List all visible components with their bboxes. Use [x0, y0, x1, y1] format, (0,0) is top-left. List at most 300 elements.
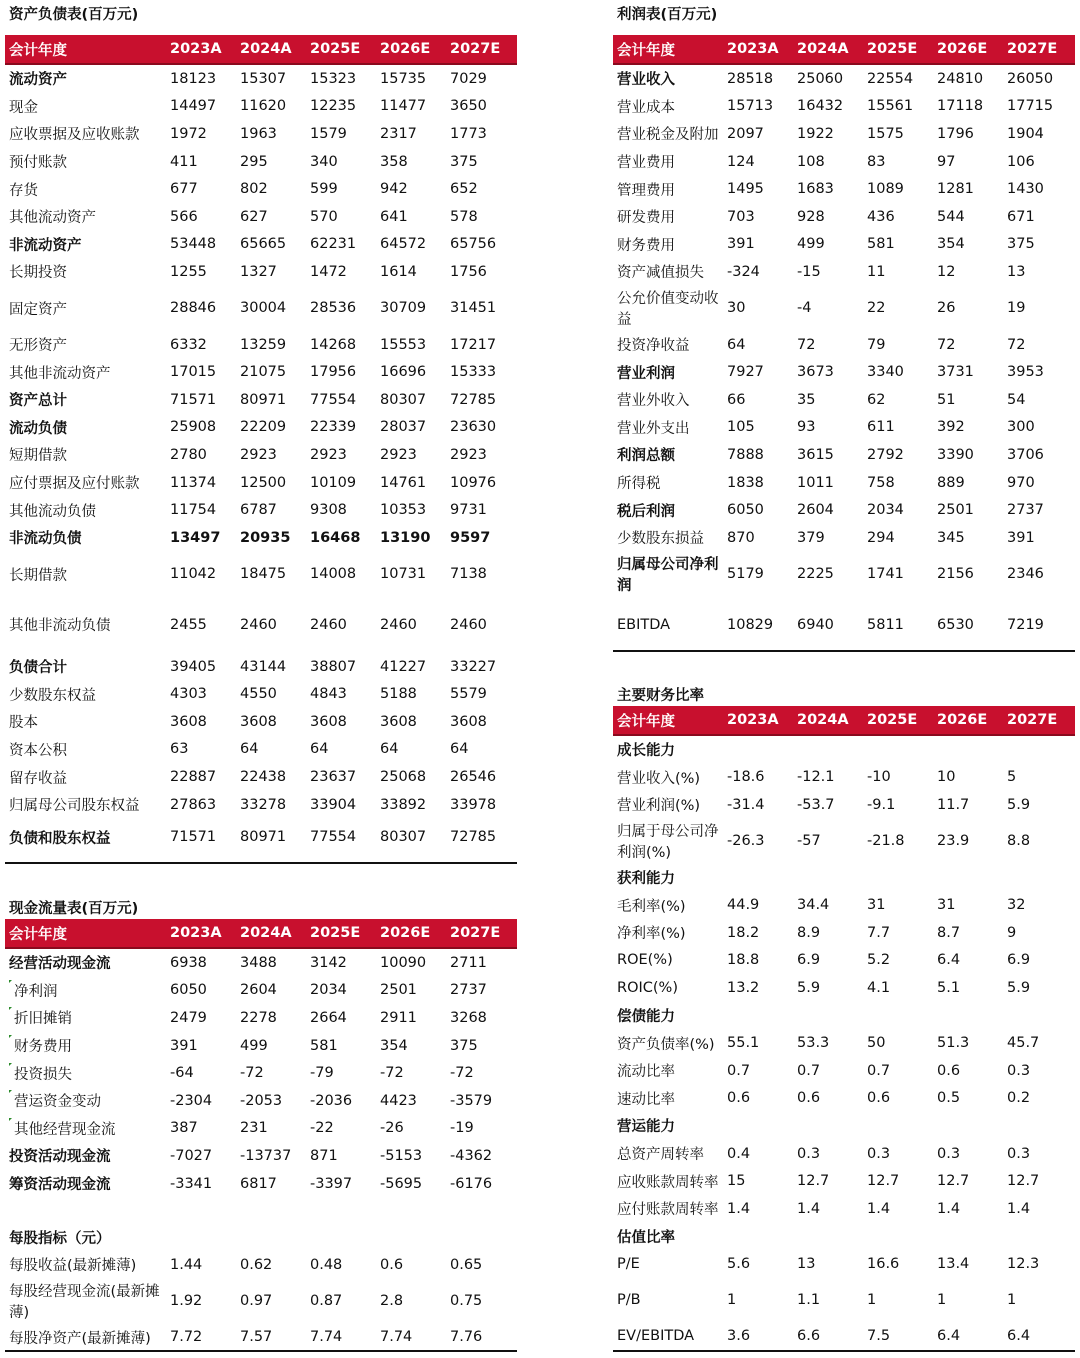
row-value: 2780 — [170, 446, 207, 463]
cell-marker-icon — [9, 1063, 12, 1066]
row-value: 33278 — [240, 796, 287, 813]
row-value: 3142 — [310, 954, 347, 971]
row-value: 11.7 — [937, 796, 970, 813]
row-value: 1327 — [240, 263, 277, 280]
row-value — [723, 1223, 793, 1251]
row-label: 留存收益 — [9, 770, 67, 787]
row-value: 62231 — [310, 236, 357, 253]
row-label: ROIC(%) — [617, 979, 678, 996]
header-year: 2023A — [166, 35, 236, 64]
header-label: 会计年度 — [5, 919, 166, 948]
row-value: 392 — [937, 419, 965, 436]
row-value: 17715 — [1007, 98, 1054, 115]
row-value: 1575 — [867, 125, 904, 142]
table-row — [613, 552, 1075, 597]
row-value: 11477 — [380, 98, 427, 115]
row-value: 1614 — [380, 263, 417, 280]
row-value: 1796 — [937, 125, 974, 142]
row-value: 11 — [867, 263, 886, 280]
row-label: 其他流动负债 — [9, 503, 96, 520]
row-value: 1.4 — [867, 1200, 891, 1217]
row-value: 1972 — [170, 125, 207, 142]
cell-marker-icon — [9, 1090, 12, 1093]
row-value: -6176 — [450, 1175, 493, 1192]
row-label: 长期投资 — [9, 265, 67, 282]
row-value: 3340 — [867, 364, 904, 381]
row-value: 611 — [867, 419, 895, 436]
row-value: 6050 — [170, 982, 207, 999]
row-value: 2737 — [1007, 502, 1044, 519]
row-value: 1.44 — [170, 1256, 203, 1273]
row-value: 1430 — [1007, 181, 1044, 198]
header-year: 2026E — [376, 919, 446, 948]
row-value: 18123 — [170, 70, 217, 87]
row-value: 31 — [937, 897, 956, 914]
row-value: 1 — [1007, 1292, 1017, 1309]
row-label: 每股经营现金流(最新摊薄) — [9, 1284, 160, 1322]
row-label: 流动资产 — [9, 72, 67, 89]
row-value: 72 — [797, 336, 816, 353]
row-value: 106 — [1007, 153, 1035, 170]
row-value: -22 — [310, 1120, 334, 1137]
table-row — [613, 203, 1075, 231]
row-value: 599 — [310, 181, 338, 198]
row-value: -10 — [867, 769, 891, 786]
ratios-table — [613, 706, 1075, 1350]
row-label: 资本公积 — [9, 742, 67, 759]
row-label: 归属于母公司净利润(%) — [617, 824, 719, 862]
row-label: 所得税 — [617, 476, 661, 493]
row-value: 41227 — [380, 658, 427, 675]
cell-marker-icon — [9, 1007, 12, 1010]
table-row — [613, 469, 1075, 497]
table-row — [613, 735, 1075, 764]
row-value: 22339 — [310, 419, 357, 436]
row-value: 5579 — [450, 686, 487, 703]
row-value: 1838 — [727, 474, 764, 491]
row-value: 15307 — [240, 70, 287, 87]
row-value: 652 — [450, 181, 478, 198]
table-row — [5, 1087, 517, 1115]
row-value: 32 — [1007, 897, 1026, 914]
table-row — [613, 1085, 1075, 1113]
row-value: 0.7 — [867, 1062, 891, 1079]
row-label: 毛利率(%) — [617, 898, 686, 915]
row-value: 7138 — [450, 566, 487, 582]
row-value: 13 — [1007, 263, 1026, 280]
row-value: 64 — [310, 741, 329, 758]
cell-marker-icon — [9, 980, 12, 983]
row-value: 16468 — [310, 529, 361, 546]
row-value: -13737 — [240, 1147, 292, 1164]
row-value: 5179 — [727, 566, 764, 582]
row-label: 财务费用 — [617, 237, 675, 254]
row-value: 1756 — [450, 263, 487, 280]
row-value: 26546 — [450, 769, 497, 786]
row-label: 归属母公司净利润 — [617, 557, 719, 594]
row-value: 13190 — [380, 529, 431, 546]
row-value: 3650 — [450, 98, 487, 115]
row-value: 358 — [380, 153, 408, 170]
table-row — [5, 93, 517, 121]
row-label-text: 投资损失 — [14, 1066, 72, 1083]
table-row — [613, 597, 1075, 653]
row-label: 存货 — [9, 182, 38, 199]
row-label: 负债和股东权益 — [9, 830, 111, 847]
header-label: 会计年度 — [613, 706, 723, 735]
row-value: 0.48 — [310, 1256, 343, 1273]
row-value: 3608 — [450, 713, 487, 730]
header-year: 2024A — [793, 706, 863, 735]
table-row — [613, 974, 1075, 1002]
row-value: 2455 — [170, 616, 207, 633]
row-value: 7029 — [450, 70, 487, 87]
table-row — [5, 286, 517, 331]
table-row — [5, 231, 517, 259]
table-row — [613, 358, 1075, 386]
row-value: 5.2 — [867, 952, 891, 969]
header-year: 2025E — [863, 35, 933, 64]
row-value: 35 — [797, 391, 816, 408]
row-value: 33978 — [450, 796, 497, 813]
income-table — [613, 35, 1075, 653]
row-value: 0.3 — [937, 1145, 961, 1162]
row-value — [1003, 1002, 1075, 1030]
table-row — [5, 1251, 517, 1279]
row-value: 65756 — [450, 236, 497, 253]
row-value: 4.1 — [867, 979, 891, 996]
row-value — [793, 1223, 863, 1251]
row-value: 2156 — [937, 566, 974, 582]
row-value: 5.6 — [727, 1255, 751, 1272]
row-label — [5, 1059, 166, 1087]
row-label: 营运能力 — [617, 1119, 675, 1136]
row-value: -31.4 — [727, 796, 765, 813]
row-value: 30 — [727, 300, 746, 317]
row-label: 营业成本 — [617, 99, 675, 116]
row-label: 无形资产 — [9, 338, 67, 355]
row-label — [5, 1032, 166, 1060]
row-value: 0.6 — [937, 1062, 961, 1079]
row-value: 436 — [867, 208, 895, 225]
row-value: 71571 — [170, 391, 217, 408]
row-value: -21.8 — [867, 833, 905, 850]
row-value: 50 — [867, 1035, 886, 1052]
row-label: 非流动负债 — [9, 531, 82, 548]
row-value: 581 — [310, 1037, 338, 1054]
row-label: 营业税金及附加 — [617, 127, 719, 144]
header-label: 会计年度 — [5, 35, 166, 64]
table-row — [613, 1195, 1075, 1223]
row-label: ROE(%) — [617, 952, 673, 969]
row-value: 379 — [797, 529, 825, 546]
table-row — [613, 148, 1075, 176]
table-row — [5, 358, 517, 386]
header-year: 2023A — [723, 35, 793, 64]
row-value: 28037 — [380, 419, 427, 436]
row-value: 4843 — [310, 686, 347, 703]
row-value — [723, 1112, 793, 1140]
row-label: P/B — [617, 1292, 641, 1309]
row-value — [723, 1002, 793, 1030]
row-value: 5 — [1007, 769, 1017, 786]
row-value: 9731 — [450, 502, 487, 519]
row-value: 387 — [170, 1120, 198, 1137]
row-value: 97 — [937, 153, 956, 170]
row-value: 5811 — [867, 616, 904, 633]
row-value: 0.87 — [310, 1293, 343, 1310]
row-value: 17015 — [170, 364, 217, 381]
row-value: 16432 — [797, 98, 844, 115]
row-value: 11620 — [240, 98, 287, 115]
row-label: 资产负债率(%) — [617, 1036, 715, 1053]
row-value: 3706 — [1007, 446, 1044, 463]
row-value: 0.7 — [797, 1062, 821, 1079]
row-label: 估值比率 — [617, 1229, 675, 1246]
row-value: 45.7 — [1007, 1035, 1040, 1052]
row-value: 970 — [1007, 474, 1035, 491]
row-value: 17217 — [450, 336, 497, 353]
table-row — [5, 681, 517, 709]
row-label: P/E — [617, 1255, 640, 1272]
row-value: 80307 — [380, 391, 427, 408]
row-value: -324 — [727, 263, 760, 280]
row-value: -3579 — [450, 1092, 493, 1109]
row-label: 归属母公司股东权益 — [9, 798, 140, 815]
row-value: -2036 — [310, 1092, 353, 1109]
row-value: 1683 — [797, 181, 834, 198]
row-value: 64572 — [380, 236, 427, 253]
row-value: 8.8 — [1007, 833, 1031, 850]
table-row — [5, 736, 517, 764]
row-value: 870 — [727, 529, 755, 546]
row-value: 18475 — [240, 566, 287, 582]
row-value: 1089 — [867, 181, 904, 198]
row-value: 1.4 — [727, 1200, 751, 1217]
row-value: 28518 — [727, 70, 774, 87]
table-row — [613, 93, 1075, 121]
row-value: 26 — [937, 300, 956, 317]
row-value: 77554 — [310, 391, 357, 408]
row-value — [933, 735, 1003, 764]
row-value: 19 — [1007, 300, 1026, 317]
row-value: 6.4 — [937, 952, 961, 969]
table-row — [613, 1112, 1075, 1140]
row-value: 6332 — [170, 336, 207, 353]
row-value: 2460 — [310, 616, 347, 633]
table-row — [613, 524, 1075, 552]
row-value: 1281 — [937, 181, 974, 198]
row-value: -19 — [450, 1120, 474, 1137]
row-value: 802 — [240, 181, 268, 198]
row-value: 34.4 — [797, 897, 830, 914]
row-value: -4362 — [450, 1147, 493, 1164]
row-value: 391 — [170, 1037, 198, 1054]
row-value: 105 — [727, 419, 755, 436]
row-value: 53.3 — [797, 1035, 830, 1052]
row-label: 少数股东权益 — [9, 687, 96, 704]
row-value: 64 — [727, 336, 746, 353]
row-value: 1.1 — [797, 1292, 821, 1309]
row-label: 速动比率 — [617, 1091, 675, 1108]
table-row — [613, 386, 1075, 414]
row-value: 15 — [727, 1173, 746, 1190]
row-value: 25908 — [170, 419, 217, 436]
income-title: 利润表(百万元) — [617, 7, 718, 23]
row-value: 889 — [937, 474, 965, 491]
row-value — [863, 1223, 933, 1251]
row-value: 3731 — [937, 364, 974, 381]
table-row — [5, 653, 517, 681]
row-value: 0.6 — [380, 1256, 404, 1273]
table-row — [613, 1029, 1075, 1057]
row-value: 0.3 — [867, 1145, 891, 1162]
row-value: 1579 — [310, 125, 347, 142]
row-value: 4423 — [380, 1092, 417, 1109]
per-share-table — [5, 1251, 517, 1351]
row-value: -3397 — [310, 1175, 353, 1192]
table-row — [5, 469, 517, 497]
row-value: 1 — [727, 1292, 737, 1309]
table-row — [613, 1057, 1075, 1085]
row-value: 7219 — [1007, 616, 1044, 633]
row-value: 942 — [380, 181, 408, 198]
table-row — [5, 175, 517, 203]
row-label: 管理费用 — [617, 182, 675, 199]
row-value: 677 — [170, 181, 198, 198]
row-value: 16696 — [380, 364, 427, 381]
row-value: 2225 — [797, 566, 834, 582]
row-value: 77554 — [310, 829, 357, 846]
row-value: 0.3 — [1007, 1145, 1031, 1162]
row-value: 2479 — [170, 1009, 207, 1026]
row-value — [1003, 864, 1075, 892]
header-year: 2023A — [166, 919, 236, 948]
row-value: -72 — [380, 1065, 404, 1082]
table-row — [5, 763, 517, 791]
row-value: 0.75 — [450, 1293, 483, 1310]
row-value: 1472 — [310, 263, 347, 280]
row-value: 5188 — [380, 686, 417, 703]
row-value: 65665 — [240, 236, 287, 253]
row-label: 获利能力 — [617, 871, 675, 888]
row-label: EBITDA — [617, 616, 671, 633]
header-year: 2024A — [236, 919, 306, 948]
row-label: 营业利润(%) — [617, 798, 701, 815]
cash-flow-table — [5, 919, 517, 1197]
row-label: 营业收入(%) — [617, 770, 701, 787]
row-value: 22438 — [240, 769, 287, 786]
row-value: -5695 — [380, 1175, 423, 1192]
table-row — [613, 331, 1075, 359]
row-value: 23.9 — [937, 833, 970, 850]
row-label-text: 折旧摊销 — [14, 1011, 72, 1028]
row-label — [5, 1087, 166, 1115]
row-value: 12 — [937, 263, 956, 280]
table-row — [613, 175, 1075, 203]
row-value: -26.3 — [727, 833, 765, 850]
row-value: -72 — [240, 1065, 264, 1082]
table-row — [5, 1279, 517, 1324]
row-value: 17956 — [310, 364, 357, 381]
row-value: 72785 — [450, 391, 497, 408]
row-value: -2304 — [170, 1092, 213, 1109]
table-row — [613, 1323, 1075, 1351]
row-value: 7.72 — [170, 1329, 203, 1346]
header-year: 2026E — [376, 35, 446, 64]
row-value: 9 — [1007, 924, 1017, 941]
per-share-bottom-rule — [5, 1350, 517, 1352]
row-value: 7888 — [727, 446, 764, 463]
row-value: -26 — [380, 1120, 404, 1137]
row-label: 成长能力 — [617, 743, 675, 760]
row-value: 2911 — [380, 1009, 417, 1026]
row-value: 2034 — [867, 502, 904, 519]
row-value: 1255 — [170, 263, 207, 280]
table-row — [613, 919, 1075, 947]
row-value — [1003, 1223, 1075, 1251]
row-value: 544 — [937, 208, 965, 225]
row-value: 12.7 — [1007, 1173, 1040, 1190]
table-row — [613, 231, 1075, 259]
row-value: 340 — [310, 153, 338, 170]
row-label: 净利率(%) — [617, 926, 686, 943]
row-value: 25060 — [797, 70, 844, 87]
row-value: 108 — [797, 153, 825, 170]
row-value: 72 — [937, 336, 956, 353]
row-value: 7.74 — [310, 1329, 343, 1346]
row-value: 10090 — [380, 954, 427, 971]
row-label: 固定资产 — [9, 301, 67, 318]
row-value: 375 — [1007, 236, 1035, 253]
row-value: -53.7 — [797, 796, 835, 813]
row-value: 51.3 — [937, 1035, 970, 1052]
table-row — [5, 1059, 517, 1087]
row-value: 1.4 — [797, 1200, 821, 1217]
row-label: 总资产周转率 — [617, 1147, 704, 1164]
table-row — [5, 386, 517, 414]
row-label: 营业收入 — [617, 72, 675, 89]
row-label: 营业利润 — [617, 365, 675, 382]
row-value: 22 — [867, 300, 886, 317]
row-label: 筹资活动现金流 — [9, 1177, 111, 1194]
row-value: 23630 — [450, 419, 497, 436]
table-header-row — [613, 35, 1075, 64]
row-value: 12500 — [240, 474, 287, 491]
row-value: 2501 — [937, 502, 974, 519]
row-value: 13497 — [170, 529, 221, 546]
row-value: 581 — [867, 236, 895, 253]
table-row — [5, 524, 517, 552]
row-label: 现金 — [9, 99, 38, 116]
row-value: 0.4 — [727, 1145, 751, 1162]
row-value: 15561 — [867, 98, 914, 115]
row-value: 2923 — [310, 446, 347, 463]
row-value: 2501 — [380, 982, 417, 999]
table-row — [5, 1142, 517, 1170]
table-row — [5, 791, 517, 819]
row-value: 354 — [380, 1037, 408, 1054]
balance-sheet-title: 资产负债表(百万元) — [9, 7, 139, 23]
row-value: 578 — [450, 208, 478, 225]
row-value: 30004 — [240, 300, 287, 317]
row-value: 11374 — [170, 474, 217, 491]
row-value: 66 — [727, 391, 746, 408]
row-value: 6.6 — [797, 1328, 821, 1345]
row-value: -9.1 — [867, 796, 896, 813]
table-row — [613, 1278, 1075, 1323]
row-value: 0.6 — [797, 1090, 821, 1107]
